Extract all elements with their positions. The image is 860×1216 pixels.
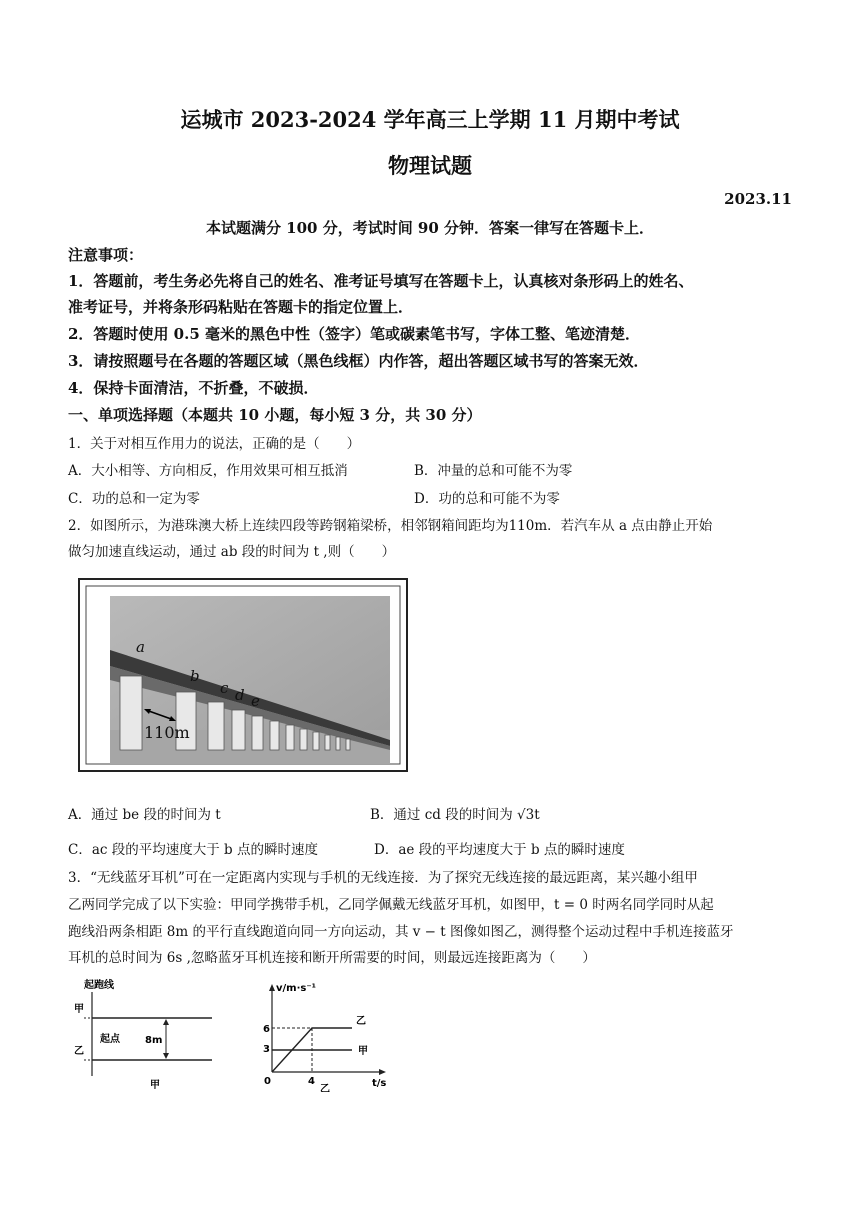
figure-jia-caption: 甲 bbox=[150, 1080, 160, 1091]
x-tick-4: 4 bbox=[308, 1076, 315, 1087]
q1-option-c: C．功的总和一定为零 bbox=[68, 491, 200, 507]
vt-graph bbox=[256, 980, 402, 1092]
q1-option-b: B．冲量的总和可能不为零 bbox=[414, 463, 573, 479]
note-item-1-line-1: 1．答题前，考生务必先将自己的姓名、准考证号填写在答题卡上，认真核对条形码上的姓名、 bbox=[68, 272, 694, 290]
exam-intro: 本试题满分 100 分，考试时间 90 分钟．答案一律写在答题卡上． bbox=[205, 219, 655, 237]
q2-option-b: B．通过 cd 段的时间为 √3t bbox=[370, 807, 540, 823]
note-item-1-line-2: 准考证号，并将条形码粘贴在答题卡的指定位置上． bbox=[68, 298, 414, 316]
q3-stem-line-3: 跑线沿两条相距 8m 的平行直线跑道向同一方向运动，其 v − t 图像如图乙，测得整个运动过程中手机连接蓝牙 bbox=[68, 924, 734, 940]
q2-option-c: C．ac 段的平均速度大于 b 点的瞬时速度 bbox=[68, 842, 318, 858]
point-c-label: c bbox=[220, 679, 229, 697]
series-yi-label: 乙 bbox=[356, 1016, 366, 1027]
start-point-label: 起点 bbox=[100, 1034, 120, 1045]
y-tick-3: 3 bbox=[263, 1044, 270, 1055]
exam-date: 2023.11 bbox=[724, 190, 792, 208]
runner-jia-label: 甲 bbox=[74, 1004, 84, 1015]
q2-option-d: D．ae 段的平均速度大于 b 点的瞬时速度 bbox=[374, 842, 625, 858]
section-heading: 一、单项选择题（本题共 10 小题，每小短 3 分，共 30 分） bbox=[68, 406, 482, 424]
q2-stem-line-1: 2．如图所示，为港珠澳大桥上连续四段等跨钢箱梁桥，相邻钢箱间距均为110m．若汽车从 a 点由静止开始 bbox=[68, 518, 713, 534]
q1-stem: 1．关于对相互作用力的说法，正确的是（ ） bbox=[68, 436, 361, 452]
y-axis-label: v/m·s⁻¹ bbox=[276, 983, 316, 994]
x-axis-label: t/s bbox=[372, 1078, 387, 1089]
note-item-4: 4．保持卡面清洁，不折叠，不破损． bbox=[68, 379, 319, 397]
q3-stem-line-4: 耳机的总时间为 6s ,忽略蓝牙耳机连接和断开所需要的时间，则最远连接距离为（ ） bbox=[68, 950, 596, 966]
series-jia-label: 甲 bbox=[358, 1046, 368, 1057]
q2-option-a: A．通过 be 段的时间为 t bbox=[68, 807, 221, 823]
q3-stem-line-1: 3．“无线蓝牙耳机”可在一定距离内实现与手机的无线连接．为了探究无线连接的最远距离，某兴趣小组甲 bbox=[68, 870, 698, 886]
span-label: 110m bbox=[144, 723, 190, 742]
note-item-3: 3．请按照题号在各题的答题区域（黑色线框）内作答，超出答题区域书写的答案无效． bbox=[68, 352, 649, 370]
q2-stem-line-2: 做匀加速直线运动，通过 ab 段的时间为 t ,则（ ） bbox=[68, 544, 396, 560]
bridge-illustration bbox=[80, 580, 406, 770]
point-d-label: d bbox=[235, 686, 245, 704]
exam-title: 运城市 2023-2024 学年高三上学期 11 月期中考试 bbox=[180, 107, 680, 132]
q1-option-a: A．大小相等、方向相反，作用效果可相互抵消 bbox=[68, 463, 348, 479]
bridge-photo bbox=[78, 578, 408, 772]
gap-label: 8m bbox=[145, 1035, 163, 1046]
note-item-2: 2．答题时使用 0.5 毫米的黑色中性（签字）笔或碳素笔书写，字体工整、笔迹清楚． bbox=[68, 325, 640, 343]
q1-option-d: D．功的总和可能不为零 bbox=[414, 491, 560, 507]
notes-heading: 注意事项： bbox=[68, 246, 144, 264]
track-diagram bbox=[70, 976, 220, 1092]
runner-yi-label: 乙 bbox=[74, 1046, 84, 1057]
origin-label: 0 bbox=[264, 1076, 271, 1087]
figure-yi-caption: 乙 bbox=[320, 1084, 330, 1092]
point-e-label: e bbox=[251, 692, 260, 710]
q3-stem-line-2: 乙两同学完成了以下实验：甲同学携带手机，乙同学佩戴无线蓝牙耳机，如图甲，t = 0 时两名同学同时从起 bbox=[68, 897, 714, 913]
point-b-label: b bbox=[190, 667, 200, 685]
exam-subtitle: 物理试题 bbox=[388, 153, 472, 178]
y-tick-6: 6 bbox=[263, 1024, 270, 1035]
point-a-label: a bbox=[136, 638, 145, 656]
start-line-label: 起跑线 bbox=[84, 980, 114, 991]
